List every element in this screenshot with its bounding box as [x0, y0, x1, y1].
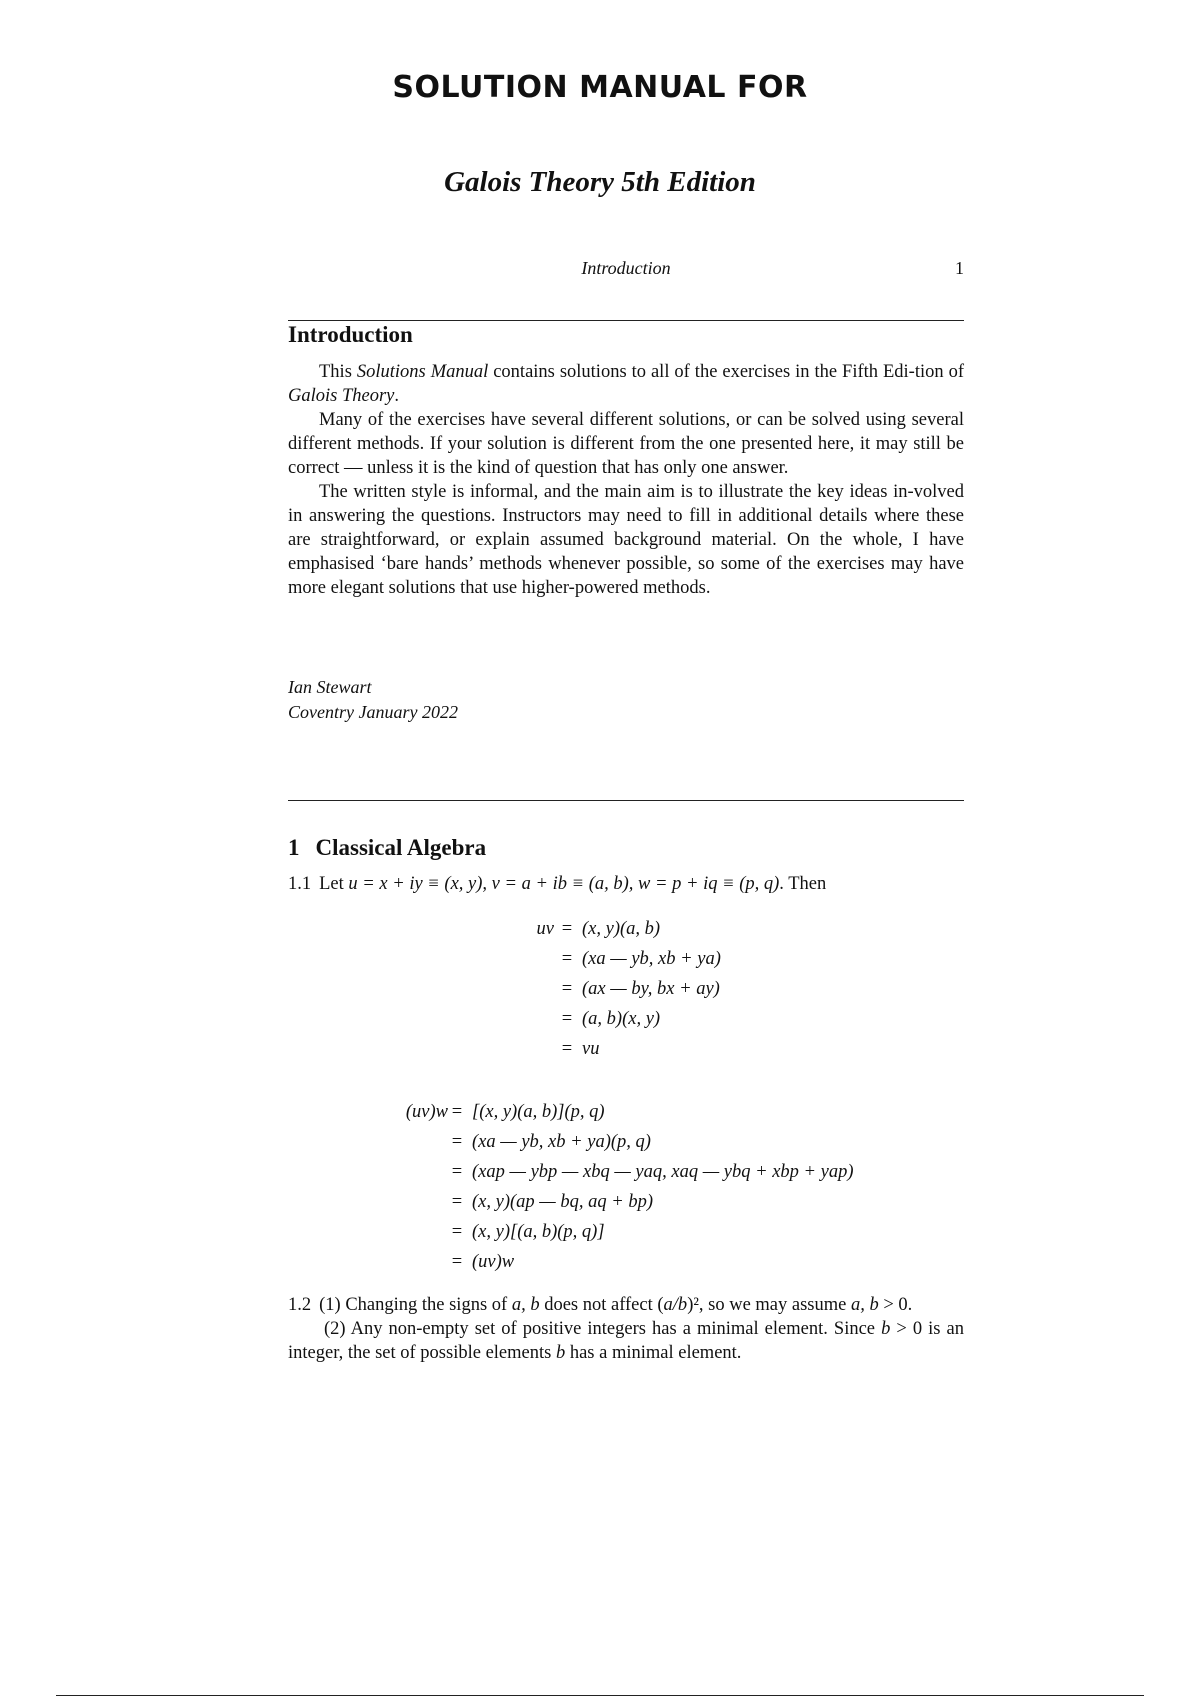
text-run: > 0 is an integer, the set of possible elements [288, 1319, 965, 1363]
banner-subtitle: Galois Theory 5th Edition [444, 166, 756, 198]
text-run: (1) Changing the signs of [319, 1295, 512, 1315]
equals-sign: = [451, 1252, 463, 1272]
banner-title: SOLUTION MANUAL FOR [392, 70, 808, 105]
exercise-1-2-part1 [288, 1293, 964, 1317]
equation-lhs: (uv)w [405, 1102, 448, 1122]
equation-rhs: [(x, y)(a, b)](p, q) [472, 1102, 605, 1122]
math-inline: a, b [850, 1295, 879, 1315]
equation-rhs: (a, b)(x, y) [582, 1009, 661, 1029]
math-inline: b [555, 1343, 566, 1363]
exercise-label: 1.1 [288, 874, 312, 894]
equals-sign: = [451, 1102, 463, 1122]
equation-lhs: uv [536, 919, 554, 939]
section-divider [288, 320, 964, 321]
equation-rhs: (x, y)(ap — bq, aq + bp) [472, 1192, 653, 1212]
math-inline: a, b [511, 1295, 540, 1315]
equals-sign: = [451, 1192, 463, 1212]
text-run: (2) Any non-empty set of positive integers has a minimal element. Since [324, 1319, 882, 1339]
text-run: has a minimal element. [565, 1343, 742, 1363]
page-number: 1 [955, 258, 964, 278]
equation-rhs: (xa — yb, xb + ya)(p, q) [472, 1132, 651, 1152]
equation-rhs: (xa — yb, xb + ya) [582, 949, 721, 969]
introduction-body [288, 360, 964, 600]
author-name: Ian Stewart [288, 677, 372, 697]
intro-paragraph: The written style is informal, and the main aim is to illustrate the key ideas in-volved in answering the questions. Instructors may need to fill in additional details where these are straightforward, or explain assumed background material. On the whole, I have emphasised ‘bare hands’ methods whenever possible, so some of the exercises may have more elegant solutions that use higher-powered methods. [288, 482, 964, 598]
equals-sign: = [451, 1222, 463, 1242]
text-run: Let [319, 874, 349, 894]
intro-paragraph: Many of the exercises have several different solutions, or can be solved using several different methods. If your solution is different from the one presented here, it may still be correct — unless it is the kind of question that has only one answer. [288, 410, 964, 478]
exercise-label: 1.2 [288, 1295, 312, 1315]
equals-sign: = [451, 1162, 463, 1182]
text-run: )², so we may assume [687, 1295, 851, 1315]
equals-sign: = [561, 949, 573, 969]
text-run: does not affect ( [539, 1295, 664, 1315]
equation-rhs: (ax — by, bx + ay) [582, 979, 720, 999]
equation-rhs: (xap — ybp — xbq — yaq, xaq — ybq + xbp + yap) [472, 1162, 854, 1182]
text-run: . [394, 386, 399, 406]
running-head-title: Introduction [581, 258, 671, 278]
text-run: This [319, 362, 357, 382]
equals-sign: = [561, 919, 573, 939]
signature-place-date: Coventry January 2022 [288, 702, 458, 722]
exercise-1-2 [288, 1293, 964, 1365]
exercise-1-2-part2 [288, 1317, 964, 1365]
math-inline: u = x + iy ≡ (x, y), v = a + ib ≡ (a, b), w = p + iq ≡ (p, q) [348, 874, 780, 894]
math-inline: b [881, 1319, 891, 1339]
exercise-1-1-statement [288, 874, 826, 895]
equals-sign: = [561, 1009, 573, 1029]
intro-paragraph [288, 360, 964, 408]
equals-sign: = [561, 979, 573, 999]
text-run-italic: Solutions Manual [356, 362, 489, 382]
section-title: Classical Algebra [315, 835, 487, 860]
equation-rhs: (x, y)(a, b) [582, 919, 661, 939]
signature [288, 675, 458, 725]
equation-rhs: (uv)w [472, 1252, 515, 1272]
math-inline: a/b [663, 1295, 688, 1315]
classical-algebra-heading [288, 835, 486, 861]
introduction-heading: Introduction [288, 322, 413, 347]
section-divider [288, 800, 964, 801]
text-run-italic: Galois Theory [288, 386, 395, 406]
text-run: contains solutions to all of the exercises in the Fifth Edi-tion of [488, 362, 965, 382]
equals-sign: = [561, 1039, 573, 1059]
equals-sign: = [451, 1132, 463, 1152]
equation-rhs: (x, y)[(a, b)(p, q)] [472, 1222, 605, 1242]
text-run: . Then [779, 874, 827, 894]
section-number: 1 [288, 835, 300, 860]
running-head [288, 258, 964, 282]
page-bottom-rule [56, 1695, 1144, 1696]
text-run: > 0. [878, 1295, 913, 1315]
equation-rhs: vu [582, 1039, 600, 1059]
